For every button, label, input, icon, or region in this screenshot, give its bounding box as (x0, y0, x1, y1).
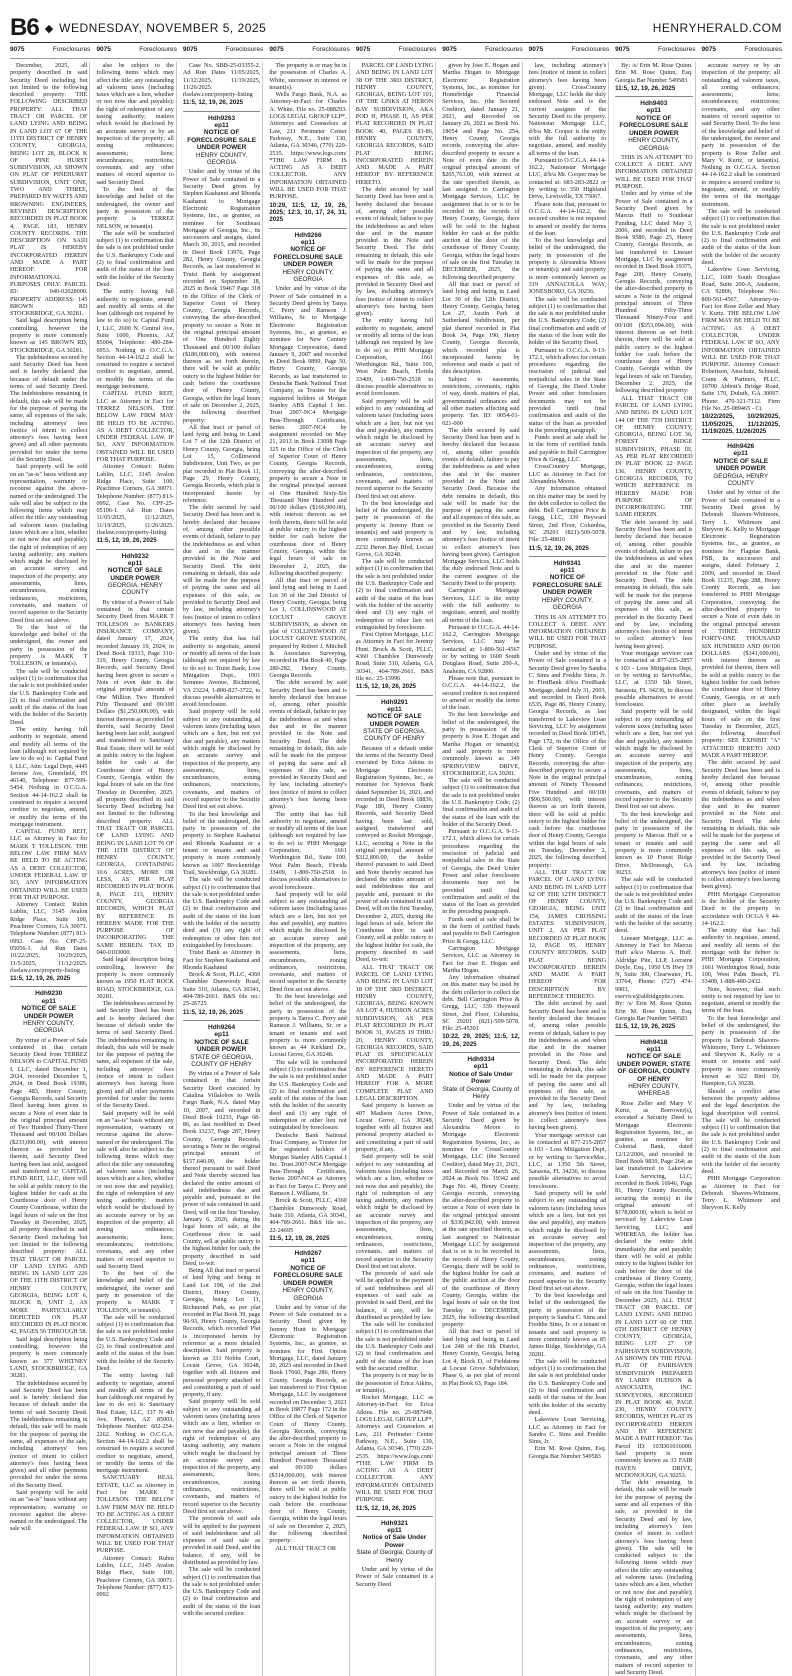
notice-paragraph: The sale will be conducted subject (1) to confirmation that the sale is not prohibited under the U.S. Bankruptcy Code and (2) to final confirmation and audit of the status of the loan with the secured creditor. (182, 1566, 261, 1618)
notice-paragraph: The sale will be conducted subject (1) to confirmation that the sale is not prohibited under the U.S. Bankruptcy Code and (2) to final confirmation and audit of the status of the loan with the holder of the security deed and (3) any right of redemption or other lien not extinguished by foreclosure. (269, 1058, 347, 1132)
notice-paragraph: Under and by virtue of the Power of Sale contained in a Security Deed (355, 1566, 434, 1588)
column-header (269, 46, 349, 58)
classification-label: Foreclosures (139, 46, 177, 53)
notice-paragraph: ALL THAT TRACT OR PARCEL OF LAND LYING AND BEING IN LAND LOT 62 OF THE 12TH DISTRICT OF HENRY COUNTY, GEORGIA, BEING UNIT 154, JAMES CROSSING ESTATES SUBDIVISION, UNIT 2, AS PER PLAT RECORDED AT PLAT BOOK 12, PAGE 95, HENRY COUNTY RECORDS, SAID PLAT BEING INCORPORATED HEREIN AND MADE A PART HEREOF FOR DESCRIPTION BY REFERENCE THERETO. (528, 868, 607, 1001)
notice-paragraph: December, 2025, all property described in said Security Deed including but not limited to the following described property: THE FOLLOWING DESCRIBED PROPERTY: ALL THAT TRACT OR PARCEL OF LAND LYING AND BEING IN LAND LOT 67 OF THE 11TH DISTRICT OF HENRY COUNTY, GEORGIA, BEING LOT 28, BLOCK K OF PINE HURST SUBDIVISION, AS SHOWN ON PLAT OF PINEHURST SUBDIVISION, UNIT ONE, TWO AND THREE, PREPARED BY WATTS AND BROWNING ENGINEERS, REVISED DESCRIPTION RECORDED IN PLAT BOOK 4, PAGE 183, HENRY COUNTY RECORDS. THE DESCRIPTION ON SAID PLAT IS HEREBY INCORPORATED HEREIN AND MADE A PART HEREOF. FOR INFORMATIONAL PURPOSES ONLY: PARCEL ID: 040-02028000. PROPERTY ADDRESS: 145 BROWN RD STOCKBRIDGE, GA 30281. (10, 62, 88, 318)
notice-paragraph: THIS IS AN ATTEMPT TO COLLECT A DEBT. ANY INFORMATION OBTAINED WILL BE USED FOR THAT PURPOSE. (528, 613, 607, 650)
notice-paragraph: To the best knowledge and belief of the undersigned, the party in possession of the property is Tanya C. Perry and Ramson J. Williams, Sr. or a tenant or tenants and said property is more commonly known as 44 Kirkland Dr., Locust Grove, GA 30248. (269, 993, 347, 1059)
notice-paragraph: Said property will be sold on an "as-is" basis without any representation, warranty or recourse against the above-named or the undersigned. The sale will also be subject to the following items which may affect the title: any outstanding ad valorem taxes (including taxes which are a lien, whether or not now due and payable); the right of redemption of any taxing authority; any matters which might be disclosed by an accurate survey and inspection of the property; any assessments, liens, encumbrances, zoning ordinances, restrictions, covenants, and matters of record superior to the Security Deed first set out above. (10, 463, 88, 624)
run-dates: 10:22, 29, 2025; 11:5, 12, 19, 26, 2025 (442, 1033, 520, 1048)
notice-edition-code: ep11 (646, 1045, 662, 1053)
notice-paragraph: Said legal description being controlling, however the property is more commonly known as 1950 FLAT ROCK ROAD, STOCKBRIDGE, GA 30281. (96, 956, 174, 1000)
notice-title: NOTICE OF FORECLOSURE SALE UNDER POWER (532, 574, 602, 597)
notice-paragraph: All that tract or parcel of land lying and being in Land Lot 248 of the 6th District, Henry County, Georgia, being Lot 4, Block D, of Fieldstone at Locust Grove Subdivision, Phase 6, as per plat of record in Plat Book 63, Page 184. (442, 1328, 520, 1387)
notice-title: NOTICE OF FORECLOSURE SALE UNDER POWER (187, 129, 257, 152)
notice-paragraph: Deutsche Bank National Trust Company, as Trustee for the registered holders of Morgan Stanley ABS Capital I Inc. Trust 2007-NC4 Mortgage Pass-Through Certificates, Series 2007-NC4 as Attorney in Fact for Tanya C. Perry and Ramson J. Williams, Sr. (269, 1131, 347, 1198)
notice-paragraph: Lineaer Mortgage, LLC as Attorney in Fact for Marcus Huff a/k/a Marcus A. Huff. Aldridge Pite, LLP, Lorraine Doyle, Esq., 1950 US Hwy 19 N, Suite 300, Clearwater, FL 33764, Phone: (727) 474-9903, eservice@aldridgepite.com. By: /s/ Erin M. Rose Quinn. Erin M. Rose Quinn, Esq. Georgia Bar Number 549583 (615, 934, 693, 1022)
notice-paragraph: Said property will be sold subject to any outstanding ad valorem taxes (including taxes which are a lien, but not yet due and payable), any matters which might be disclosed by an accurate survey and inspection of the property, any assessments, liens, encumbrances, zoning ordinances, restrictions, covenants, and matters of record superior to the Security Deed first set out above. (528, 1190, 607, 1292)
notice-paragraph: The debt secured by said Security Deed has been and is hereby declared due because of, among other possible events of default, failure to pay the indebtedness as and when due and in the manner provided in the Note and Security Deed. The debt remaining in default, this sale will be made for the purpose of paying the same and all expenses of this sale, as provided in the Security Deed and by law, including attorney's fees (notice of intent to collect attorney's fees having been given). (528, 1000, 607, 1132)
notice-paragraph: The sale will be conducted subject (1) to confirmation that the sale is not prohibited under the U.S. Bankruptcy Code and (2) to final confirmation and audit of the status of the loan with the holder of the security deed and (3) any right of redemption or other lien not extinguished by foreclosure. (355, 558, 434, 631)
notice-paragraph: By: /s/ Erin M. Rose Quinn. Erin M. Rose Quinn, Esq. Georgia Bar Number 549583 (615, 62, 693, 84)
notice-id: Hdh9266 (294, 231, 322, 239)
notice-heading (442, 1056, 519, 1100)
notice-paragraph: Said property will be sold subject to any outstanding ad valorem taxes (including taxes which are a lien, but not yet due and payable), any matters which might be disclosed by an accurate survey and inspection of the property, any assessments, liens, encumbrances, zoning ordinances, restrictions, covenants, and matters of record superior to the Security Deed first set out above. (182, 708, 261, 811)
column-header (183, 46, 263, 58)
notice-id: Hdh9321 (380, 1519, 409, 1527)
notice-edition-code: ep11 (214, 122, 229, 130)
notice-heading (702, 443, 780, 487)
notice-county: State of Georgia, County of Henry (356, 1549, 433, 1564)
notice-edition-code: ep11 (646, 107, 662, 115)
notice-paragraph: Under and by virtue of the Power of Sale contained in a Security Deed given by Marcus Huff to Southstar Funding, LLC dated May 3, 2006, and recorded in Deed Book 9580, Page 25, Henry County, Georgia Records, as last transferred to Lineaer Mortgage, LLC by assignment recorded in Deed Book 19375, Page 200, Henry County, Georgia Records, conveying the after-described property to secure a Note in the original principal amount of Three Hundred Fifty-Three Thousand Ninety-Four and 00/100 ($353,094.00), with interest thereon as set forth therein, there will be sold at public outcry to the highest bidder for cash before the courthouse door of Henry County, Georgia within the legal hours of sale on Tuesday, December 2, 2025, the following described property: (615, 190, 693, 395)
notice-column (183, 62, 263, 1676)
notice-edition-code: ep11 (41, 997, 56, 1005)
notice-title: Notice of Sale Under Power (449, 1070, 513, 1086)
run-dates: 11:5, 12, 19, 26, 2025 (10, 975, 71, 983)
notice-title: NOTICE OF FORECLOSURE SALE UNDER POWER (619, 114, 689, 137)
notice-paragraph: The entity having full authority to negotiate, amend and modify all terms of the loan (although not required by law to do so) is: Capital Fund I, LLC, 2600 N. Central Ave, Suite 1600, Phoenix, AZ 85004, Telephone: 480-284-6953. Nothing in O.C.G.A. Section 44-14-162.2 shall be construed to require a secured creditor to negotiate, amend, or modify the terms of the mortgage instrument. (96, 288, 174, 391)
notice-paragraph: Being All that tract or parcel of land lying and being in Land Lot 198, of the 2nd District, Henry County, Georgia, being Lot 11, Richmond Park, as per plat recorded in Plat Book 39, page 90-93, Henry County, Georgia Records, which recorded Plat is incorporated herein by reference as a more detailed description. Said property is known as 333 Nobbs Court, Locust Grove, GA 30248, together with all fixtures and personal property attached to and constituting a part of said property, if any. (182, 1267, 261, 1399)
notice-title: NOTICE OF SALE UNDER POWER (21, 1005, 76, 1020)
notice-paragraph: Pursuant to O.C.G.A. 44-14-162.2, Nationstar Mortgage LLC, d/b/a Mr. Cooper may be contacted at: 683-283-2822 or by writing to 350 Highland Drive, Lewisville, TX 75067. (528, 156, 607, 201)
notice-heading (356, 699, 433, 743)
notice-paragraph: Under and by virtue of the Power of Sale contained in a Security Deed given by Deborah Shavers-Whitmore, Terry L. Whitmore and Sheyvon K. Kelly to Mortgage Electronic Registration Systems, Inc., as grantee, as nominee for Flagstar Bank, FSB, its successors and assigns, dated February 2, 2009, and recorded in Deed Book 11235, Page 288, Henry County Records, as last transferred to PHH Mortgage Corporation, conveying the after-described property to secure a Note of even date in the original principal amount of THREE HUNDRED FORTY-ONE THOUSAND SIX HUNDRED AND 00/100 DOLLARS ($341,600.00), with interest thereon as provided for therein, there will be sold at public outcry to the highest bidder for cash before the courthouse door of Henry County, Georgia, or at such other place as lawfully designated, within the legal hours of sale on the first Tuesday in December, 2025, the following described property: SEE EXHIBIT "A" ATTACHED HERETO AND MADE A PART HEREOF. (701, 489, 780, 760)
notice-divider (615, 1035, 692, 1036)
notice-column (10, 62, 90, 1676)
classification-label: Foreclosures (52, 46, 91, 53)
notice-paragraph: Because of a default under the terms of the Security Deed executed by Erica Atkins to Mortgage Electronic Registration Systems, Inc., as nominee for Synovus Bank dated September 16, 2021, and recorded in Deed Book 18836, Page 180, Henry County Records, said Security Deed having been last sold, assigned, transferred and conveyed to Rocket Mortgage, LLC, securing a Note in the original principal amount of $312,800.00, the holder thereof pursuant to said Deed and Note thereby secured has declared the entire amount of said indebtedness due and payable and, pursuant to the power of sale contained in said Deed, will on the first Tuesday, December 2, 2025, during the legal hours of sale, before the Courthouse door in said County, sell at public outcry to the highest bidder for cash, the property described in said Deed, to-wit: (355, 744, 434, 964)
notice-paragraph: Rocket Mortgage, LLC as Attorney-in-Fact for Erica Atkins. File no. 25-087948. LOGS LEGAL GROUP LLP*, Attorneys and Counselors at Law, 211 Perimeter Center Parkway, N.E., Suite 130, Atlanta, GA 30346, (770) 220-2535. https://www.logs.com/ *THE LAW FIRM IS ACTING AS A DEBT COLLECTOR. ANY INFORMATION OBTAINED WILL BE USED FOR THAT PURPOSE. (355, 1394, 434, 1504)
website-link[interactable]: HENRYHERALD.COM (652, 21, 782, 35)
column-header (10, 46, 90, 58)
issue-date: WEDNESDAY, NOVEMBER 5, 2025 (59, 21, 267, 35)
notice-title: NOTICE OF SALE UNDER POWER. STATE OF GEORGIA, COUNTY OF HENRY (617, 1053, 691, 1083)
run-dates: 11:5, 12, 19, 26, 2025 (615, 1023, 676, 1031)
notice-paragraph: PARCEL OF LAND LYING AND BEING IN LAND LOT 38 OF THE 3RD DISTRICT, HENRY COUNTY, GEORGIA, BEING LOT 101, OF THE LINKS AT HERON BAY SUBDIVISION, AKA POD H, PHASE II, AS PER PLAT RECORDED IN PLAT BOOK 40, PAGES 83-86, HENRY COUNTY, GEORGIA RECORDS, SAID PLAT BEING INCORPORATED HEREIN AND MADE A PART HEREOF BY REFERENCE HERETO. (355, 62, 434, 186)
notice-paragraph: Rose Zeller and Mary V. Kurtz, as Borrower(s), executed a Security Deed to Mortgage Electronic Registration Systems, Inc., as grantee, as nominee for Colonial Bank, dated 12/12/2006, and recorded in Deed Book 9839, Page 264; as last transferred to Lakeview Loan Servicing, LLC, recorded in Book 16946, Page 81, Henry County Records, securing the note(s) in the original amount of $178,000.00, which is held or serviced by Lakeview Loan Servicing, LLC; and WHEREAS, the holder has declared the entire debt immediately due and payable; there will be sold at public outcry to the highest bidder for cash before the door of the courthouse of Henry County, Georgia, within the legal hours of sale on the first Tuesday in December 2025, ALL THAT TRACT OR PARCEL OF LAND LYING AND BEING IN LAND LOT 60 OF THE 6TH DISTRICT OF HENRY COUNTY, GEORGIA, BEING LOT 27 OF FAIRHAVEN SUBDIVISION, AS SHOWN ON THE FINAL PLAT OF FAIRHAVEN SUBDIVISION PREPARED BY LARRY HUDSON & ASSOCIATES, INC. SURVEYORS, RECORDED IN PLAT BOOK 40, PAGE 230, HENRY COUNTY RECORDS, WHICH PLAT IS INCORPORATED HEREIN AND BY REFERENCE MADE A PART HEREOF. Tax Parcel ID: 103D01016000. Said property is more commonly known as 33 FAIR HAVEN DRIVE, MCDONOUGH, GA 30253. (615, 1099, 693, 1479)
notice-paragraph: By virtue of a Power of Sale contained in that certain Security Deed from TERREZ NELSON to CAPITAL FUND I, LLC, dated December 1, 2024, recorded December 5, 2024, in Deed Book 19386, Page 483, Henry County, Georgia Records, said Security Deed having been given to secure a Note of even date in the original principal amount of Two Hundred Thirty-Three Thousand and 00/100 Dollars ($233,000.00), with interest thereon as provided for therein, said Security Deed having been last sold, assigned and transferred to CAPITAL FUND REIT, LLC, there will be sold at public outcry to the highest bidder for cash at the Courthouse door of Henry County Courthouse, within the legal hours of sale on the first Tuesday in December, 2025, all property described in said Security Deed including but not limited to the following described property: ALL THAT TRACT OR PARCEL OF LAND LYING AND BEING IN LAND LOT 226 OF THE 11TH DISTRICT OF HENRY COUNTY, GEORGIA, BEING LOT 6, BLOCK B, UNIT 2, AS MORE PARTICULARLY DEPICTED ON PLAT RECORDED IN PLAT BOOK 42, PAGES 56 THROUGH 58. (10, 1036, 88, 1336)
notice-column (529, 62, 609, 1676)
column-header-strip (10, 46, 782, 59)
notice-paragraph: To the best knowledge and belief of the undersigned, the party in possession of the property is Jose E. Hogan and Martha Hogan or tenant(s); and said property is more commonly known as 349 SPRINGVIEW DRIVE, STOCKBRIDGE, GA 30281. (442, 711, 520, 777)
notice-county: HENRY COUNTY, GEORGIA (282, 268, 334, 283)
notice-paragraph: The indebtedness secured by said Security Deed has been and is hereby declared due because of default under the terms of said Security Deed. The indebtedness remaining in default, this sale will be made for the purpose of paying the same, all expenses of the sale, including attorneys' fees (notice of intent to collect attorney's fees having been given) and all other payments provided for under the terms of the Security Deed. (10, 1379, 88, 1489)
notice-paragraph: Your mortgage servicer can be contacted at 877-215-2857 x 103 - Loss Mitigation Dept, or by writing to ServiceMac, LLC, at 1350 5th Street, Sarasota, FL 34236, to discuss possible alternatives to avoid foreclosure. (615, 650, 693, 709)
notice-heading (615, 100, 692, 152)
notice-divider (356, 695, 433, 696)
notice-county: State of Georgia, County of Henry (442, 1085, 520, 1100)
classification-label: Foreclosures (398, 46, 437, 53)
notice-paragraph: SANCTUARY REAL ESTATE, LLC as Attorney in Fact for MARK T TOLLESON. THE BELOW LAW FIRM MAY BE HELD TO BE ACTING AS A DEBT COLLECTOR, UNDER FEDERAL LAW. IF SO, ANY INFORMATION OBTAINED WILL BE USED FOR THAT PURPOSE. (96, 1474, 174, 1555)
notice-title: Notice of Sale Under Power (362, 1534, 427, 1549)
notice-id: Hdh9232 (121, 552, 149, 560)
notice-edition-code: ep11 (300, 238, 316, 246)
classification-label: Foreclosures (571, 46, 610, 53)
notice-county: GEORGIA, HENRY COUNTY (713, 472, 769, 488)
column-header (96, 46, 176, 58)
notice-paragraph: All that tract or parcel of land lying and being in Land Lot 30 of the 2nd District of Henry County, Georgia, being Lot 1, COLLINSWOOD AT LOCUST GROVE SUBDIVISION, as shown on plat of COLLINSWOOD AT LOCUST GROVE STATION, prepared by Robert J. Mitchell & Associates Surveying, recorded in Plat Book 40, Page 280-282, Henry County, Georgia Records. (269, 577, 347, 679)
notice-divider (183, 111, 260, 112)
classification-label: Foreclosures (312, 46, 350, 53)
notice-paragraph: Attorney Contact: Rubin Lublin, LLC, 3145 Avalon Ridge Place, Suite 100, Peachtree Corners, GA 30071. Telephone Number: (877) 813-0992. Case No. CPF-25-05106-1. Ad Run Dates 11/05/2025, 11/12/2025, 11/19/2025, 11/26/2025. rlselaw.com/property-listing (96, 463, 174, 536)
notice-county: STATE OF GEORGIA, COUNTY OF HENRY (363, 728, 426, 743)
notice-paragraph: By virtue of a Power of Sale contained in that certain Security Deed executed by Catalina Villalobos to Wells Fargo Bank, N.A. dated May 10, 2007, and recorded in Deed Book 10233, Page 68-86, as last modified in Deed Book 13237, Page 287, Henry County, Georgia Records, securing a Note in the original principal amount of $157,640.00, the holder thereof pursuant to said Deed and Note thereby secured has declared the entire amount of said indebtedness due and payable and, pursuant to the power of sale contained in said Deed, will on the first Tuesday, January 6, 2026, during the legal hours of sale, at the Courthouse door in said County, sell at public outcry to the highest bidder for cash, the property described in said Deed, to-wit: (182, 1070, 261, 1267)
notice-paragraph: The sale will be conducted subject (1) to confirmation that the sale is not prohibited under the U.S. Bankruptcy Code and (2) to final confirmation and audit of the status of the loan with the holder of the security deed. (615, 876, 693, 935)
notice-id: Hdh9267 (294, 1250, 322, 1258)
notice-edition-code: ep11 (733, 450, 748, 458)
notice-edition-code: ep11 (214, 1031, 229, 1039)
run-dates: 10/22/2025, 10/29/2025, 11/05/2025, 11/12/2025, 11/19/2025, 11/26/2025 (701, 413, 780, 435)
notice-paragraph: Carrington Mortgage Services, LLC is the entity with the full authority to negotiate, amend, and modify all terms of the loan. (442, 587, 520, 624)
notice-paragraph: The sale will be conducted subject (1) to confirmation that the sale is not prohibited under the U.S. Bankruptcy Code and (2) to final confirmation and audit of the status of the loan with the holder of the security deed. (528, 1357, 607, 1416)
notice-title: NOTICE OF SALE UNDER POWER (194, 1038, 249, 1053)
notice-paragraph: The debt secured by said Security Deed has been and is hereby declared due because of, among other possible events of default, failure to pay the indebtedness as and when due and in the manner provided in the Note and Security Deed. The debt remaining in default, this sale will be made for the purpose of paying the same and all expenses of this sale, as provided in Security Deed and by law, including attorney's fees (notice of intent to collect attorney's fees having been given). (182, 504, 261, 636)
classification-code: 9075 (528, 46, 544, 53)
notice-paragraph: The indebtedness secured by said Security Deed has been and is hereby declared due because of default under the terms of said Security Deed. The indebtedness remaining in default, this sale will be made for the purpose of paying the same, all expenses of the sale, including attorneys' fees (notice of intent to collect attorney's fees having been given) and all other payments provided for under the terms of the Security Deed. (10, 353, 88, 464)
notice-paragraph: Subject to easements, restrictions, covenants, rights of way, deeds, matters of plat, governmental ordinances and all other matters affecting said property. Tax ID: 0054-01-021-000 (442, 375, 520, 427)
notice-paragraph: The debt secured by said Security Deed has been and is hereby declared due because of, among other possible events of default, failure to pay the indebtedness as and when due and in the manner provided in the Note and Security Deed. The debt remaining in default, this sale will be made for the purpose of paying the same and all expenses of this sale, as provided in Security Deed and by law, including attorney's fees (notice of intent to collect attorney's fees having been given). (269, 679, 347, 811)
notice-paragraph: To the best knowledge and belief of the undersigned, the party in possession of the property is Stephen Kaahanui and Rhonda Kaahanui or a tenant or tenants and said property is more commonly known as 1007 Breckenridge Trail, Stockbridge, GA 30281. (182, 810, 261, 876)
notice-edition-code: ep11 (473, 1063, 489, 1071)
notice-paragraph: The debt secured by said Security Deed has been and is hereby declared due because of, among other possible events of default, failure to pay the indebtedness as and when due and in the manner provided in the Note and Security Deed. The debt remaining in default, this sale will be made for the purpose of paying the same and all expenses of this sale, as provided in Security Deed and by law, including attorney's fees (notice of intent to collect attorney's fees having been given). (355, 186, 434, 318)
notice-column (96, 62, 176, 1676)
notice-paragraph: Funds used at sale shall be in the form of certified funds and payable to Bell Carrington Price & Gregg, LLC. (528, 434, 607, 464)
notice-paragraph: To the best of the knowledge and belief of the undersigned, the owner and party in possession of the property is TERREZ NELSON, or tenant(s). (96, 186, 174, 230)
run-dates: 11:5, 12, 19, 26, 2025 (355, 683, 416, 691)
notice-paragraph: The sale will be conducted subject (1) to confirmation that the sale is not prohibited under the U.S. Bankruptcy Code; (2) final confirmation and audit of the status of the loan with the holder of the Security Deed. (442, 777, 520, 828)
notice-paragraph: Pursuant to O.C.G.A. 9-13-172.1, which allows for certain procedures regarding the rescission of judicial and nonjudicial sales in the State of Georgia, the Deed Under Power and other foreclosure documents may not be provided until final confirmation and audit of the status of the loan as provided in the preceding paragraph. (528, 346, 607, 434)
notice-heading (529, 560, 606, 612)
notice-paragraph: Under and by virtue of the Power of Sale contained in a Security Deed given by Stephen Kaahanui and Rhonda Kaahanui to Mortgage Electronic Registration Systems, Inc., as grantee, as nominee for Southeast Mortgage of Georgia, Inc., its successors and assigns, dated March 30, 2015, and recorded in Deed Book 13976, Page 282, Henry County, Georgia Records, as last transferred to Truist Bank by assignment recorded on September 18, 2025 in Book 19467 Page 318 in the Office of the Clerk of Superior Court of Henry County, Georgia Records, conveying the after-described property to secure a Note in the original principal amount of One Hundred Eighty Thousand and 00/100 dollars ($180,000.00), with interest thereon as set forth therein, there will be sold at public outcry to the highest bidder for cash before the courthouse door of Henry County, Georgia, within the legal hours of sale on December 2, 2025, the following described property: (182, 168, 261, 424)
notice-paragraph: Lakeview Loan Servicing, LLC, 1600 South Douglass Road, Suite 200-A, Anaheim, CA 92806, Telephone No.: 800-561-4567, Attorney-in-Fact for Rose Zeller and Mary V. Kurtz. THE BELOW LAW FIRM MAY BE HELD TO BE ACTING AS A DEBT COLLECTOR, UNDER FEDERAL LAW. IF SO, ANY INFORMATION OBTAINED WILL BE USED FOR THAT PURPOSE. Attorney Contact: Robertson, Anschutz, Schneid, Crane & Partners, PLLC, 10700 Abbott's Bridge Road, Suite 170, Duluth, GA 30097. Phone: 470-321-7112. Firm File No. 25-089465 - Ct. (701, 266, 780, 412)
notice-county: HENRY COUNTY, GEORGIA (541, 596, 593, 612)
notice-heading (269, 1250, 346, 1302)
notice-divider (529, 556, 606, 557)
notice-column (356, 62, 436, 1676)
notice-paragraph: CAPITAL FUND REIT, LLC as Attorney in Fact for MARK T TOLLESON. THE BELOW LAW FIRM MAY BE HELD TO BE ACTING AS A DEBT COLLECTOR, UNDER FEDERAL LAW. IF SO, ANY INFORMATION OBTAINED WILL BE USED FOR THAT PURPOSE. (10, 828, 88, 901)
notice-paragraph: THIS IS AN ATTEMPT TO COLLECT A DEBT. ANY INFORMATION OBTAINED WILL BE USED FOR THAT PURPOSE. (615, 153, 693, 191)
classification-code: 9075 (182, 46, 198, 53)
notice-paragraph: The entity that has full authority to negotiate, amend or modify all terms of the loan (although not required by law to do so) is: Truist Bank, Loss Mitigation Dept., 1001 Semmes Avenue, Richmond, VA 23224, 1-800-827-3722, to discuss possible alternatives to avoid foreclosure. (182, 635, 261, 709)
notice-paragraph: Attorney Contact: Rubin Lublin, LLC, 3145 Avalon Ridge Place, Suite 100, Peachtree Corners, GA 30071. Telephone Number: (877) 813-0992 (96, 1554, 174, 1599)
notice-divider (702, 439, 780, 440)
notice-paragraph: Said property will be sold on an "as-is" basis without any representation, warranty or recourse against the above-named or the undersigned. The sale will (10, 1489, 88, 1533)
run-dates: 11:5, 12, 19, 26, 2025 (96, 537, 157, 545)
notice-divider (442, 1052, 519, 1053)
column-header (442, 46, 522, 58)
classification-code: 9075 (701, 46, 717, 53)
notice-edition-code: ep11 (387, 705, 402, 713)
notice-paragraph: Attorney Contact: Rubin Lublin, LLC, 3145 Avalon Ridge Place, Suite 100, Peachtree Corners, GA 30071. Telephone Number: (877) 813-0992. Case No. CPF-25-05056-1. Ad Run Dates 10/22/2025, 10/29/2025, 11/5/2025, 11/12/2025. rlselaw.com/property-listing (10, 901, 88, 974)
notice-paragraph: Wells Fargo Bank, N.A. as Attorney-in-Fact for Charles A. White. File no. 25-088293. LOGS LEGAL GROUP LLP*, Attorneys and Counselors at Law, 211 Perimeter Center Parkway, N.E., Suite 130, Atlanta, GA 30346, (770) 220-2535. https://www.logs.com/ *THE LAW FIRM IS ACTING AS A DEBT COLLECTOR. ANY INFORMATION OBTAINED WILL BE USED FOR THAT PURPOSE. (269, 91, 347, 201)
notice-id: Hdh9334 (467, 1056, 495, 1064)
notice-paragraph: ALL THAT TRACT OR PARCEL OF LAND LYING AND BEING IN LAND LOT 18 OF THE 3RD DISTRICT, HENRY COUNTY, GEORGIA, BEING KNOWN AS LOT 4, HUDSON ACRES SUBDIVISION, AS PER PLAT RECORDED IN PLAT BOOK 31, PAGES 19 THRU 20, HENRY COUNTY, GEORGIA RECORDS, SAID PLAT IS SPECIFICALLY INCORPORATED HEREIN BY REFERENCE HERETO AND MADE A PART HEREOF FOR A MORE COMPLETE PLAT AND LEGAL DESCRIPTION. (355, 963, 434, 1102)
notice-paragraph: Said property is known as 407 Madison Acres Drive, Locust Grove, GA 30248, together with all fixtures and personal property attached to and constituting a part of said property, if any. (355, 1102, 434, 1154)
notice-paragraph: By virtue of a Power of Sale contained in that certain Security Deed from MARK T TOLLESON to BANKERS INSURANCE COMPANY, dated January 17, 2024, recorded January 19, 2024, in Deed Book 19313, Page 310-319, Henry County, Georgia Records, said Security Deed having been given to secure a Note of even date in the original principal amount of One Million Two Hundred Fifty Thousand and 00/100 Dollars ($1,250,000.00), with interest thereon as provided for therein, said Security Deed having been last sold, assigned and transferred to Sanctuary Real Estate, there will be sold at public outcry to the highest bidder for cash at the Courthouse door of Henry County, Georgia, within the legal hours of sale on the first Tuesday in December, 2025, all property described in said Security Deed including but not limited to the following described property: ALL THAT TRACT OR PARCEL OF LAND LYING AND BEING IN LAND LOT 76 OF THE 11TH DISTRICT OF HENRY COUNTY, GEORGIA, CONTAINING 10.6 ACRES, MORE OR LESS, AS PER PLAT RECORDED IN PLAT BOOK 8, PAGE 213, HENRY COUNTY, GEORGIA RECORDS, WHICH PLAT BY REFERENCE IS HEREBY MADE FOR THE PURPOSE OF INCORPORATING THE SAME HEREIN. TAX ID 040-0103000. (96, 598, 174, 957)
legal-notices-columns (10, 62, 782, 1676)
run-dates: 11:5, 12, 19, 26, 2025 (182, 1008, 244, 1016)
notice-paragraph: The indebtedness secured by said Security Deed has been and is hereby declared due because of default under the terms of said Security Deed. The indebtedness remaining in default, this sale will be made for the purpose of paying the same, all expenses of the sale, including attorneys' fees (notice of intent to collect attorney's fees having been given) and all other payments provided for under the terms of the Security Deed. (96, 1000, 174, 1110)
page-header (10, 14, 782, 43)
notice-heading (183, 115, 260, 167)
notice-title: NOTICE OF SALE UNDER POWER (107, 567, 163, 582)
column-header (615, 46, 695, 58)
diamond-separator-icon: ◆ (44, 22, 54, 35)
notice-edition-code: ep11 (560, 567, 575, 575)
notice-paragraph: The entity having full authority to negotiate, amend or modify all terms of the loan (although not required by law to do so) is: PHH Mortgage Corporation, 1661 Worthington Rd., Suite 100, West Palm Beach, Florida 33409, 1-800-750-2518 to discuss possible alternatives to avoid foreclosure. (355, 317, 434, 398)
notice-paragraph: The property is or may be in the possession of Charles A. White, successor in interest or tenant(s). (269, 62, 347, 91)
notice-paragraph: Should a conflict arise between the property address and the legal description the legal description will control. The sale will be conducted subject (1) to confirmation that the sale is not prohibited under the U.S. Bankruptcy Code and (2) to final confirmation and audit of the status of the loan with the holder of the security deed. (701, 1087, 780, 1175)
notice-paragraph: To the best knowledge and belief of the undersigned, the party in possession of the property is Marcus Huff or a tenant or tenants and said property is more commonly known as 10 Forest Ridge Drive, McDonough, GA 30253. (615, 810, 693, 876)
notice-paragraph: also be subject to the following items which may affect the title: any outstanding ad valorem taxes (including taxes which are a lien, whether or not now due and payable); the right of redemption of any taxing authority; matters which would be disclosed by an accurate survey or by an inspection of the property; all zoning ordinances; assessments; liens; encumbrances; restrictions; covenants, and any other matters of record superior to said Security Deed. (96, 62, 174, 186)
notice-paragraph: Under and by virtue of the Power of Sale contained in a Security Deed given by Alexandria Moore to Mortgage Electronic Registration Systems, Inc., as nominee for CrossCountry Mortgage, LLC (the Secured Creditor), dated May 21, 2021, and Recorded on March 26, 2024 as Book No. 19342 and Page No. 46, Henry County, Georgia records, conveying the after-described property to secure a Note of even date in the original principal amount of $330,842.00, with interest at the rate specified therein, as last assigned to Nationstar Mortgage LLC by assignment that is or is to be recorded in the records of Henry County, Georgia, there will be sold to the highest bidder for cash at the public auction at the door of the courthouse of Henry County, Georgia, within the legal hours of sale on the first Tuesday in DECEMBER, 2025, the following described property: (442, 1102, 520, 1329)
notice-paragraph: The entity that has full authority to negotiate, amend, and modify all terms of the mortgage with the debtor is: PHH Mortgage Corporation, 1661 Worthington Road, Suite 100, West Palm Beach, FL 33409, 1-888-480-2432. (701, 927, 780, 986)
notice-paragraph: Said property will be sold subject to any outstanding ad valorem taxes (including taxes which are a lien, but not yet due and payable), any matters which might be disclosed by an accurate survey and inspection of the property, any assessments, liens, encumbrances, zoning ordinances, restrictions, covenants, and matters of record superior to the Security Deed first set out above. (355, 397, 434, 500)
notice-id: Hdh9291 (380, 698, 409, 706)
notice-paragraph: Case No. SBB-25-03355-2. Ad Run Dates 11/05/2025, 11/12/2025, 11/19/2025, 11/26/2025. rlselaw.com/property-listing (182, 62, 261, 99)
notice-divider (10, 986, 87, 987)
notice-paragraph: Brock & Scott, PLLC, 4360 Chamblee Dunwoody Road, Suite 310, Atlanta, GA 30341, 404-789-2661. B&S file no.: 25-26725 (182, 971, 261, 1008)
notice-edition-code: ep11 (300, 1257, 316, 1265)
notice-paragraph: CAPITAL FUND REIT, LLC as Attorney in Fact for TERREZ NELSON. THE BELOW LAW FIRM MAY BE HELD TO BE ACTING AS A DEBT COLLECTOR, UNDER FEDERAL LAW. IF SO, ANY INFORMATION OBTAINED WILL BE USED FOR THAT PURPOSE. (96, 390, 174, 464)
notice-paragraph: accurate survey or by an inspection of the property; all outstanding ad valorem taxes, all zoning ordinances; assessments; liens; encumbrances; restrictions; covenants, and any other matters of record superior to said Security Deed. To the best of the knowledge and belief of the undersigned, the owner and party in possession of the property is Rose Zeller and Mary V. Kurtz, or tenant(s). Nothing in O.C.G.A. Section 44-14-162.2 shall be construed to require a secured creditor to negotiate, amend, or modify the terms of the mortgage instrument. (701, 62, 780, 208)
notice-paragraph: The sale will be conducted subject (1) to confirmation that the sale is not prohibited under the U.S. Bankruptcy Code and (2) to final confirmation and audit of the status of the loan with the holder of the Security Deed. (10, 667, 88, 726)
notice-paragraph: Carrington Mortgage Services, LLC as Attorney in Fact for Jose E. Hogan and Martha Hogan. (442, 944, 520, 974)
classification-code: 9075 (10, 46, 25, 53)
notice-title: NOTICE OF FORECLOSURE SALE UNDER POWER (273, 1264, 343, 1287)
notice-paragraph: Brock & Scott, PLLC, 4360 Chamblee Dunwoody Road, Suite 310, Atlanta, GA 30341, 404-789-2661. B&S file no.: 22-24695 (269, 1197, 347, 1234)
column-header (529, 46, 609, 58)
classification-label: Foreclosures (657, 46, 696, 53)
notice-heading (615, 1039, 692, 1098)
notice-title: NOTICE OF FORECLOSURE SALE UNDER POWER (273, 246, 343, 269)
notice-id: Hdh9230 (35, 990, 63, 998)
classification-code: 9075 (355, 46, 371, 53)
notice-paragraph: The proceeds of said sale will be applied to the payment of said indebtedness and all expenses of said sale as provided in said Deed, and the balance, if any, will be distributed as provided by law. (182, 1515, 261, 1566)
notice-county: HENRY COUNTY, GEORGIA (628, 137, 680, 152)
notice-paragraph: Said legal description being controlling, however the property is more commonly known as 377 WHITNEY LAND, STOCKBRIDGE, GA 30281. (10, 1335, 88, 1380)
notice-edition-code: ep11 (127, 559, 143, 567)
classification-code: 9075 (269, 46, 284, 53)
notice-paragraph: Said legal description being controlling, however the property is more commonly known as 145 BROWN RD, STOCKBRIDGE, GA 30281. (10, 317, 88, 354)
notice-paragraph: Pursuant to O.C.G.A. 44-14-162.2, Carrington Mortgage Services, LLC may be contacted at: 1-800-561-4567 or by writing to 1600 South Douglass Road, Suite 200-A, Anaheim, CA 92806. (442, 623, 520, 675)
notice-paragraph: To the best of the knowledge and belief of the undersigned, the owner and party in possession of the property is MARK T TOLLESON, or tenant(s). (96, 1270, 174, 1314)
classification-label: Foreclosures (485, 46, 523, 53)
notice-heading (356, 1520, 433, 1564)
notice-heading (183, 1024, 260, 1068)
notice-paragraph: Please note that, pursuant to O.C.G.A. 44-14-162.2, the secured creditor is not required to amend or modify the terms of the loan. (528, 200, 607, 237)
section-page-number: B6 (10, 14, 39, 41)
run-dates: 11:5, 12, 19, 26, 2025 (528, 544, 589, 552)
notice-column (702, 62, 782, 1676)
notice-paragraph: Under and by virtue of the Power of Sale contained in a Security Deed given by Tanya C. Perry and Ramson J. Williams, Sr. to Mortgage Electronic Registration Systems, Inc., as grantee, as nominee for New Century Mortgage Corporation, dated January 9, 2007 and recorded in Deed Book 9899, Page 50, Henry County, Georgia Records, as last transferred to Deutsche Bank National Trust Company, as Trustee for the registered holders of Morgan Stanley ABS Capital I Inc. Trust 2007-NC4 Mortgage Pass-Through Certificates, Series 2007-NC4 by assignment recorded on May 21, 2013 in Book 13098 Page 325 in the Office of the Clerk of Superior Court of Henry County, Georgia Records, conveying the after-described property to secure a Note in the original principal amount of One Hundred Sixty-Six Thousand Nine Hundred and 00/100 dollars ($166,900.00), with interest thereon as set forth therein, there will be sold at public outcry to the highest bidder for cash before the courthouse door of Henry County, Georgia, within the legal hours of sale on December 2, 2025, the following described property: (269, 285, 347, 577)
classification-label: Foreclosures (744, 46, 782, 53)
notice-paragraph: All that tract or parcel of land lying and being in Land Lot 30 of the 12th District, Henry County, Georgia, being Lot 27, Austin Park at Sutherland Subdivision, per plat thereof recorded in Plat Book 34, Page 190, Henry County, Georgia Records, which recorded plat is incorporated herein by reference and made a part of this description. (442, 280, 520, 376)
notice-paragraph: The sale will be conducted subject (1) to confirmation that the sale is not prohibited under the U.S. Bankruptcy Code and (2) to final confirmation and audit of the status of the loan with the holder of the security deed. (701, 207, 780, 267)
notice-paragraph: PHH Mortgage Corporation as Attorney in Fact for Deborah Shavers-Whitmore, Terry L. Whitmore and Sheyvon K. Kelly (701, 1175, 780, 1212)
notice-paragraph: All that tract or parcel of land lying and being in Land Lot 7 of the 12th District of Henry County, Georgia, being Lot 15, Collinwood Subdivision, Unit Two, as per plat recorded in Plat Book 11, Page 29, Henry County, Georgia Records, which plat is incorporated herein by reference. (182, 423, 261, 504)
notice-paragraph: The sale will be conducted subject (1) to confirmation that the sale is not prohibited under the U.S. Bankruptcy Code and (2) to final confirmation and audit of the status of the loan with the holder of the Security Deed. (96, 229, 174, 288)
run-dates: 11:5, 12, 19, 26, 2025 (182, 99, 244, 107)
notice-heading (269, 232, 346, 284)
notice-paragraph: given by Jose E. Hogan and Martha Hogan to Mortgage Electronic Registration Systems, Inc., as nominee for Homebridge Financial Services, Inc. (the Secured Creditor), dated January 21, 2021, and Recorded on January 26, 2021 as Book No. 18054 and Page No. 254, Henry County, Georgia records, conveying the after-described property to secure a Note of even date in the original principal amount of $205,763.00, with interest at the rate specified therein, as last assigned to Carrington Mortgage Services, LLC by assignment that is or is to be recorded in the records of Henry County, Georgia, there will be sold to the highest bidder for cash at the public auction at the door of the courthouse of Henry County, Georgia, within the legal hours of sale on the first Tuesday in DECEMBER, 2025, the following described property: (442, 62, 520, 281)
notice-divider (356, 1516, 433, 1517)
notice-paragraph: The debt secured by said Security Deed has been and is hereby declared due because of, among other possible events of default, failure to pay the indebtedness as and when due and in the manner provided in the Note and Security Deed. The debt remaining in default, this sale will be made for the purpose of paying the same and all expenses of this sale, as provided in the Security Deed and by law, including attorney's fees (notice of intent to collect attorney's fees having been given). (701, 759, 780, 891)
notice-paragraph: Erin M. Rose Quinn, Esq. Georgia Bar Number 549583 (528, 1445, 607, 1460)
notice-paragraph: The sale will be conducted subject (1) to confirmation that the sale is not prohibited under the U.S. Bankruptcy Code and (2) to final confirmation and audit of the status of the loan with the holder of the security deed and (3) any right of redemption or other lien not extinguished by foreclosure. (182, 876, 261, 949)
notice-paragraph: To the best knowledge and belief of the undersigned, the party in possession of the property is Jeremy Hunt or tenant(s) and said property is more commonly known as 2232 Heron Bay Blvd, Locust Grove, GA 30248. (355, 499, 434, 558)
classification-code: 9075 (96, 46, 111, 53)
notice-paragraph: The sale will be conducted subject (1) to confirmation that the sale is not prohibited under the U.S. Bankruptcy Code and (2) to final confirmation and audit of the status of the loan with the holder of the Security Deed. (96, 1313, 174, 1372)
notice-paragraph: The entity that has full authority to negotiate, amend or modify all terms of the loan (although not required by law to do so) is: PHH Mortgage Corporation, 1661 Worthington Rd., Suite 100, West Palm Beach, Florida 33409, 1-800-750-2518 to discuss possible alternatives to avoid foreclosure. (269, 810, 347, 891)
notice-paragraph: The sale will be conducted subject (1) to confirmation that the sale is not prohibited under the U.S. Bankruptcy Code and (2) to final confirmation and audit of the status of the loan with the secured creditor. (355, 1321, 434, 1372)
notice-paragraph: ALL THAT TRACT OR (275, 1544, 337, 1552)
notice-edition-code: ep11 (387, 1527, 402, 1535)
notice-paragraph: ALL THAT TRACT OR PARCEL OF LAND LYING AND BEING IN LAND LOT 144 OF THE 7TH DISTRICT OF HENRY COUNTY, GEORGIA, BEING LOT 36, FOREST RIDGE SUBDIVISION, PHASE III, AS PER PLAT RECORDED IN PLAT BOOK 22 PAGE 136, HENRY COUNTY, GEORGIA RECORDS, TO WHICH REFERENCE IS HEREBY MADE FOR PURPOSE OF INCORPORATING THE SAME HEREIN. (615, 394, 693, 519)
run-dates: 10:29, 11:5, 12, 19, 26, 2025; 12:3, 10, 17, 24, 31, 2025 (269, 201, 347, 224)
notice-paragraph: Under and by virtue of the Power of Sale contained in a Security Deed given by Sandra C. Sims and Freddie Sims, Jr. to FirstBank d/b/a FirstBank Mortgage, dated July 31, 2003, and recorded in Deed Book 6535, Page 86, Henry County, Georgia Records, as last transferred to Lakeview Loan Servicing, LLC by assignment recorded in Deed Book 18545, Page 172, in the Office of the Clerk of Superior Court of Henry County, Georgia Records, conveying the after-described property to secure a Note in the original principal amount of Ninety Thousand Five Hundred and 00/100 ($90,500.00), with interest thereon as set forth therein, there will be sold at public outcry to the highest bidder for cash before the courthouse door of Henry County, Georgia within the legal hours of sale on Tuesday, December 2, 2025, the following described property: (528, 650, 607, 869)
notice-paragraph: Your mortgage servicer can be contacted at 877-215-2857 x 103 - Loss Mitigation Dept, or by writing to ServiceMac, LLC, at 1350 5th Street, Sarasota, FL 34236, to discuss possible alternatives to avoid foreclosure. (528, 1131, 607, 1190)
notice-paragraph: Note, however, that such entity is not required by law to negotiate, amend or modify the terms of the loan. (701, 985, 780, 1015)
run-dates: 11:5, 12, 19, 26, 2025 (269, 1234, 330, 1242)
notice-county: STATE OF GEORGIA, COUNTY OF HENRY (190, 1053, 253, 1068)
notice-paragraph: The entity having full authority to negotiate, amend and modify all terms of the loan (although not required by law to do so) is: Sanctuary Real Estate, LLC, 337 N 4th Ave, Phoenix, AZ 85003, Telephone Number: 602-254-2262. Nothing in O.C.G.A. Section 44-14-162.2 shall be construed to require a secured creditor to negotiate, amend, or modify the terms of the mortgage instrument. (96, 1372, 174, 1475)
column-header (702, 46, 782, 58)
notice-divider (183, 1020, 260, 1021)
classification-code: 9075 (615, 46, 630, 53)
notice-paragraph: The proceeds of said sale will be applied to the payment of said indebtedness and all expenses of said sale as provided in said Deed, and the balance, if any, will be distributed as provided by law. (355, 1270, 434, 1321)
notice-county: HENRY COUNTY, WHEREAS (628, 1083, 680, 1098)
notice-column (442, 62, 522, 1676)
notice-id: Hdh9426 (727, 443, 755, 451)
notice-paragraph: To the best knowledge and belief of the undersigned, the party in possession of the property is Alexandria Moore or tenant(s); and said property is more commonly known as 319 ANNACOLLA WAY, JONESBORO, GA 30236. (528, 237, 607, 296)
notice-county: HENRY COUNTY, GEORGIA (23, 1020, 75, 1035)
notice-paragraph: Said property will be sold subject to any outstanding ad valorem taxes (including taxes which are a lien, whether or not now due and payable), the right of redemption of any taxing authority, any matters which might be disclosed by an accurate survey and inspection of the property, any assessments, liens, encumbrances, zoning ordinances, restrictions, covenants, and matters of record superior to the Security Deed first set out above. (182, 1398, 261, 1515)
notice-paragraph: Lakeview Loan Servicing, LLC as Attorney in Fact for Sandra C. Sims and Freddie Sims, Jr. (528, 1416, 607, 1446)
notice-id: Hdh9403 (640, 100, 668, 108)
notice-id: Hdh9341 (553, 559, 581, 567)
notice-column (615, 62, 695, 1676)
notice-id: Hdh9264 (208, 1023, 236, 1031)
notice-paragraph: Said property will be sold subject to any outstanding ad valorem taxes (including taxes which are a lien, whether or not now due and payable), the right of redemption of any taxing authority, any matters which might be disclosed by an accurate survey and inspection of the property, any assessments, liens, encumbrances, zoning ordinances, restrictions, covenants, and matters of record superior to the Security Deed first set out above. (355, 1153, 434, 1270)
notice-paragraph: To the best of the knowledge and belief of the undersigned, the owner and party in possession of the property is MARK T TOLLESON, or tenants(s). (10, 623, 88, 668)
notice-paragraph: The debt secured by said Security Deed has been and is hereby declared due because of, among other possible events of default, failure to pay the indebtedness as and when due and in the manner provided in the Note and Security Deed. Because the debt remains in default, this sale will be made for the purpose of paying the same and all expenses of this sale, as provided in the Security Deed and by law, including attorney's fees (notice of intent to collect attorney's fees having been given). Carrington Mortgage Services, LLC holds the duly endorsed Note and is the current assignee of the Security Deed to the property. (442, 426, 520, 588)
notice-paragraph: Any information obtained on this matter may be used by the debt collector to collect the debt. Bell Carrington Price & Gregg, LLC, 339 Heyward Street, 2nd Floor, Columbia, SC 29201 (821)-509-5078. File: 25-45301 (442, 974, 520, 1033)
notice-paragraph: Said property will be sold subject to any outstanding ad valorem taxes (including taxes which are a lien, but not yet due and payable), any matters which might be disclosed by an accurate survey and inspection of the property, any assessments, liens, encumbrances, zoning ordinances, restrictions, covenants, and matters of record superior to the Security Deed first set out above. (269, 890, 347, 993)
notice-paragraph: The entity having full authority to negotiate, amend and modify all terms of the loan (although not required by law to do so) is: Capital Fund I, LLC, Attn: Legal Dept, 4445 Jerome Ave, Greenfield, IN 46140, Telephone: 877-599-5454. Nothing in O.C.G.A. Section 44-14-162.2 shall be construed to require a secured creditor to negotiate, amend, or modify the terms of the mortgage instrument. (10, 726, 88, 828)
notice-paragraph: Said property will be sold subject to any outstanding ad valorem taxes (including taxes which are a lien, but not yet due and payable), any matters which might be disclosed by an accurate survey and inspection of the property, any assessments, liens, encumbrances, zoning ordinances, restrictions, covenants, and matters of record superior to the Security Deed first set out above. (615, 708, 693, 811)
classification-label: Foreclosures (225, 46, 264, 53)
notice-heading (96, 553, 173, 597)
notice-paragraph: To the best knowledge and belief of the undersigned, the party in possession of the property is Deborah Shavers-Whitmore, Terry L. Whitmore and Sheyvon K. Kelly or a tenant or tenants and said property is more commonly known as 322 Bird Dr, Hampton, GA 30228. (701, 1014, 780, 1088)
notice-id: Hdh9418 (640, 1038, 668, 1046)
notice-paragraph: First Option Mortgage, LLC as Attorney in Fact for Jeremy Hunt. Brock & Scott, PLLC, 4360 Chamblee Dunwoody Road, Suite 310, Atlanta, GA 30341, 404-789-2661. B&S file no.: 25-13996 (355, 631, 434, 682)
notice-heading (10, 990, 87, 1034)
notice-paragraph: PHH Mortgage Corporation is the holder of the Security Deed to the property in accordance with OCGA § 44-14-162.2. (701, 890, 780, 927)
notice-paragraph: CrossCountry Mortgage, LLC as Attorney in Fact for Alexandria Moore. (528, 463, 607, 485)
run-dates: 11:5, 12, 19, 26, 2025 (615, 84, 676, 92)
notice-paragraph: Any information obtained on this matter may be used by the debt collector to collect the debt. Bell Carrington Price & Gregg, LLC, 339 Heyward Street, 2nd Floor, Columbia, SC 29201 (821)-509-5078. File: 25-48810 (528, 485, 607, 544)
notice-paragraph: To the best knowledge and belief of the undersigned, the party in possession of the property is Sandra C. Sims and Freddie Sims, Jr. or a tenant or tenants and said property is more commonly known as 85 James Ridge, Stockbridge, GA 30281. (528, 1292, 607, 1358)
notice-id: Hdh9263 (208, 114, 236, 122)
notice-paragraph: Funds used at sale shall be in the form of certified funds and payable to Bell Carrington Price & Gregg, LLC. (442, 915, 520, 945)
notice-paragraph: Truist Bank as Attorney in Fact for Stephen Kaahanui and Rhonda Kaahanui (182, 949, 261, 971)
notice-county: GEORGIA, HENRY COUNTY (107, 582, 163, 597)
notice-divider (615, 96, 692, 97)
notice-paragraph: The debt secured by said Security Deed has been and is hereby declared due because of, among other possible events of default, failure to pay the indebtedness as and when due and in the manner provided in the Note and Security Deed. The debt remaining in default, this sale will be made for the purpose of paying the same and all expenses of this sale, as provided in the Security Deed and by law, including attorney's fees (notice of intent to collect attorney's fees having been given). (615, 518, 693, 650)
notice-divider (269, 1246, 346, 1247)
notice-title: NOTICE OF SALE UNDER POWER (713, 457, 769, 473)
notice-paragraph: Please note that, pursuant to O.C.G.A. 44-14-162.2, the secured creditor is not required to amend or modify the terms of the loan. (442, 674, 520, 712)
notice-paragraph: Said property will be sold on an "as-is" basis without any representation, warranty or recourse against the above-named or the undersigned. The sale will also be subject to the following items which may affect the title: any outstanding ad valorem taxes (including taxes which are a lien, whether or not now due and payable); the right of redemption of any taxing authority; matters which would be disclosed by an accurate survey or by an inspection of the property; all zoning ordinances; assessments; liens; encumbrances; restrictions; covenants, and any other matters of record superior to said Security Deed. (96, 1109, 174, 1270)
notice-divider (269, 228, 346, 229)
notice-paragraph: The sale will be conducted subject (1) to confirmation that the sale is not prohibited under the U.S. Bankruptcy Code; (2) final confirmation and audit of the status of the loan with the holder of the Security Deed. (528, 295, 607, 347)
notice-county: HENRY COUNTY, GEORGIA (282, 1287, 334, 1302)
notice-county: HENRY COUNTY, GEORGIA (196, 151, 248, 167)
notice-divider (96, 549, 173, 550)
classification-code: 9075 (442, 46, 457, 53)
notice-paragraph: Under and by virtue of the Power of Sale contained in a Security Deed given by Jeremy Hunt to Mortgage Electronic Registration Systems, Inc., as grantee, as nominee for First Option Mortgage, LLC, dated January 20, 2023 and recorded in Deed Book 17660, Page 286, Henry County, Georgia Records, as last transferred to First Option Mortgage, LLC by assignment recorded on December 3, 2021 in Book 18877 Page 172 in the Office of the Clerk of Superior Court of Henry County, Georgia Records, conveying the after-described property to secure a Note in the original principal amount of Three Hundred Fourteen Thousand and 00/100 dollars ($314,000.00), with interest thereon as set forth therein, there will be sold at public outcry to the highest bidder for cash before the courthouse door of Henry County, Georgia, within the legal hours of sale on December 2, 2025, the following described property: (269, 1303, 347, 1545)
notice-paragraph: The property is or may be in the possession of Erica Atkins, or tenant(s). (355, 1372, 434, 1394)
notice-paragraph: Pursuant to O.C.G.A. 9-13-172.1, which allows for certain procedures regarding the rescission of judicial and nonjudicial sales in the State of Georgia, the Deed Under Power and other foreclosure documents may not be provided until final confirmation and audit of the status of the loan as provided in the preceding paragraph. (442, 828, 520, 916)
column-header (356, 46, 436, 58)
notice-paragraph: law, including attorney's fees (notice of intent to collect attorney's fees having been given). CrossCountry Mortgage, LLC holds the duly endorsed Note and is the current assignee of the Security Deed to the property. Nationstar Mortgage LLC, d/b/a Mr. Cooper is the entity with the full authority to negotiate, amend, and modify all terms of the loan. (528, 62, 607, 157)
run-dates: 11:5, 12, 19, 26, 2025 (355, 1504, 416, 1512)
notice-title: NOTICE OF SALE UNDER POWER (367, 713, 422, 728)
notice-column (269, 62, 349, 1676)
notice-paragraph: The debt remaining in default, this sale will be made for the purpose of paying the same and all expenses of this sale, as provided in the Security Deed and by law, including attorney's fees (notice of intent to collect attorney's fees having been given). The sale will be conducted subject to the following items which may affect the title: any outstanding ad valorem taxes (including taxes which are a lien, whether or not now due and payable); the right of redemption of any taxing authority; any matters which might be disclosed by an accurate survey or an inspection of the property; any assessments, liens, encumbrances, zoning ordinances, restrictions, covenants, and any other matters of record superior to said Security Deed. (615, 1479, 693, 1676)
